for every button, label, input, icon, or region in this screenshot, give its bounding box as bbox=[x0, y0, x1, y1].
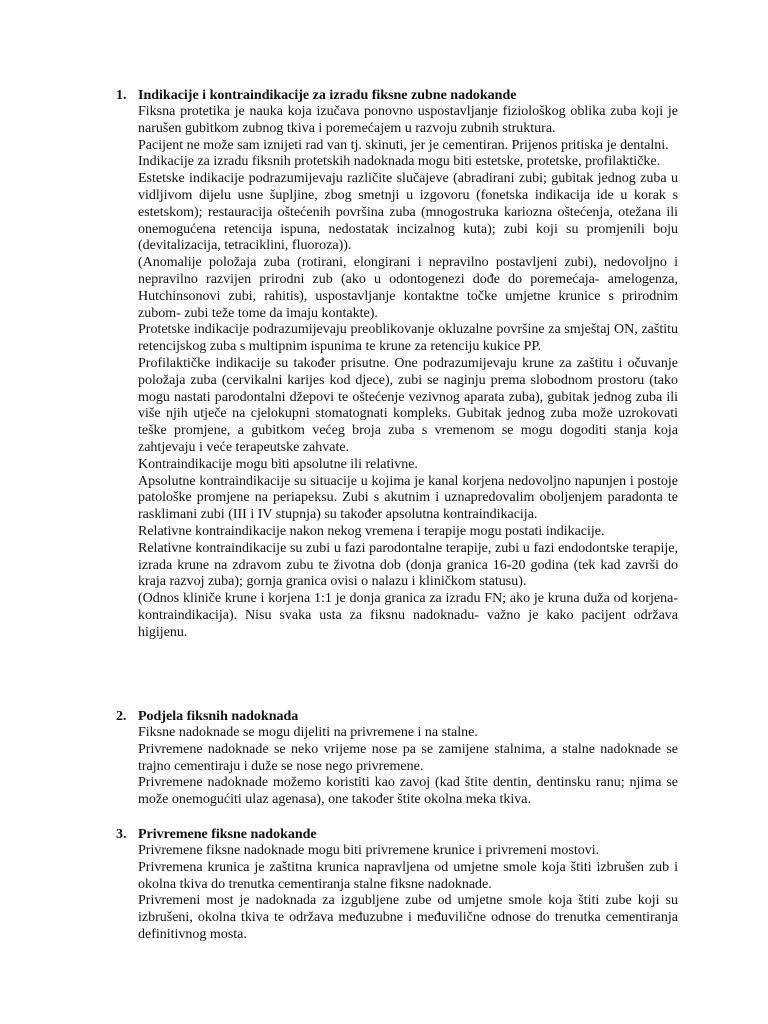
section-1-title: Indikacije i kontraindikacije za izradu fiksne zubne nadokande bbox=[138, 88, 517, 103]
paragraph: Kontraindikacije mogu biti apsolutne ili relativne. bbox=[138, 456, 418, 472]
section-2-title: Podjela fiksnih nadoknada bbox=[138, 709, 299, 724]
paragraph: Relativne kontraindikacije nakon nekog vremena i terapije mogu postati indikacije. bbox=[138, 523, 605, 539]
paragraph: Privremene nadoknade se neko vrijeme nose pa se zamijene stalnima, a stalne nadoknade se trajno cementiraju i duže se nose nego privremene. bbox=[138, 741, 678, 774]
paragraph: Protetske indikacije podrazumijevaju preoblikovanje okluzalne površine za smještaj ON, zaštitu retencijskog zuba s multipnim ispunima te krune za retenciju kukice PP. bbox=[138, 322, 678, 355]
paragraph: (Odnos kliniče krune i korjena 1:1 je donja granica za izradu FN; ako je kruna duža od korjena- kontraindikacija). Nisu svaka usta za fiksnu nadoknadu- važno je kako pacijent održava higijenu. bbox=[138, 591, 678, 640]
section-3-title: Privremene fiksne nadokande bbox=[138, 827, 317, 842]
paragraph: Profilaktičke indikacije su također prisutne. One podrazumijevaju krune za zaštitu i očuvanje položaja zuba (cervikalni karijes kod djece), zubi se naginju prema slobodnom prostoru (tako mogu nastati parodontalni džepovi te oštećenje vezivnog aparata zuba), gubitak jednog zuba ili više njih utječe na cjelokupni stomatognati kompleks. Gubitak jednog zuba može uzrokovati teške promjene, a gubitkom većeg broja zuba s vremenom se mogu dogoditi stanja koja zahtjevaju i veće terapeutske zahvate. bbox=[138, 355, 678, 455]
paragraph: Privremena krunica je zaštitna krunica napravljena od umjetne smole koja štiti izbrušen zub i okolna tkiva do trenutka cementiranja stalne fiksne nadoknade. bbox=[138, 859, 678, 892]
paragraph: Relativne kontraindikacije su zubi u fazi parodontalne terapije, zubi u fazi endodontske terapije, izrada krune na zdravom zubu te životna dob (donja granica 16-20 godina (tek kad završi do kraja razvoj zuba); gornja granica ovisi o nalazu i kliničkom statusu). bbox=[138, 540, 678, 590]
paragraph: Privremene nadoknade možemo koristiti kao zavoj (kad štite dentin, dentinsku ranu; njima se može onemogućiti ulaz agenasa), one također štite okolna meka tkiva. bbox=[138, 775, 678, 808]
paragraph: Fiksna protetika je nauka koja izučava ponovno uspostavljanje fiziološkog oblika zuba koji je narušen gubitkom zubnog tkiva i poremećajem u razvoju zubnih struktura. bbox=[138, 104, 678, 136]
section-3-heading bbox=[116, 826, 678, 843]
section-1 bbox=[116, 87, 678, 642]
section-3-number: 3. bbox=[116, 827, 127, 842]
paragraph: Pacijent ne može sam iznijeti rad van tj. skinuti, jer je cementiran. Prijenos pritiska je dentalni. bbox=[138, 137, 669, 153]
paragraph: Estetske indikacije podrazumijevaju različite slučajeve (abradirani zubi; gubitak jednog zuba u vidljivom dijelu usne šupljine, zbog smetnji u izgovoru (fonetska indikacija ide u korak s estetskom); restauracija oštećenih površina zuba (mnogostruka kariozna oštećenja, otežana ili onemogućena retencija ispuna, nedostatak incizalnog kuta); zubi koji su promjenili boju (devitalizacija, tetraciklini, fluoroza)). bbox=[138, 171, 678, 254]
paragraph: (Anomalije položaja zuba (rotirani, elongirani i nepravilno postavljeni zubi), nedovoljno i nepravilno razvijen prirodni zub (ako u odontogenezi dođe do poremećaja- amelogenza, Hutchinsonovi zubi, rahitis), uspostavljanje kontaktne točke umjetne krunice s prirodnim zubom- zubi teže tome da imaju kontakte). bbox=[138, 255, 678, 321]
section-2-body bbox=[138, 725, 678, 809]
paragraph: Privremene fiksne nadoknade mogu biti privremene krunice i privremeni mostovi. bbox=[138, 843, 600, 858]
paragraph: Apsolutne kontraindikacije su situacije u kojima je kanal korjena nedovoljno napunjen i postoje patološke promjene na periapeksu. Zubi s akutnim i uznapredovalim oboljenjem paradonta te rasklimani zubi (III i IV stupnja) su također apsolutna kontraindikacija. bbox=[138, 473, 678, 523]
section-3-body bbox=[138, 843, 678, 944]
section-1-body bbox=[138, 104, 678, 642]
section-2 bbox=[116, 708, 678, 809]
section-2-number: 2. bbox=[116, 709, 127, 724]
section-1-number: 1. bbox=[116, 88, 127, 103]
paragraph: Privremeni most je nadoknada za izgubljene zube od umjetne smole koja štiti zube koji su izbrušeni, okolna tkiva te održava međuzubne i međuvilične odnose do trenutka cementiranja definitivnog mosta. bbox=[138, 893, 678, 942]
paragraph: Fiksne nadoknade se mogu dijeliti na privremene i na stalne. bbox=[138, 725, 478, 740]
section-1-heading bbox=[116, 87, 678, 104]
section-2-heading bbox=[116, 708, 678, 725]
section-3 bbox=[116, 826, 678, 944]
paragraph: Indikacije za izradu fiksnih protetskih nadoknada mogu biti estetske, protetske, profilaktičke. bbox=[138, 154, 661, 170]
